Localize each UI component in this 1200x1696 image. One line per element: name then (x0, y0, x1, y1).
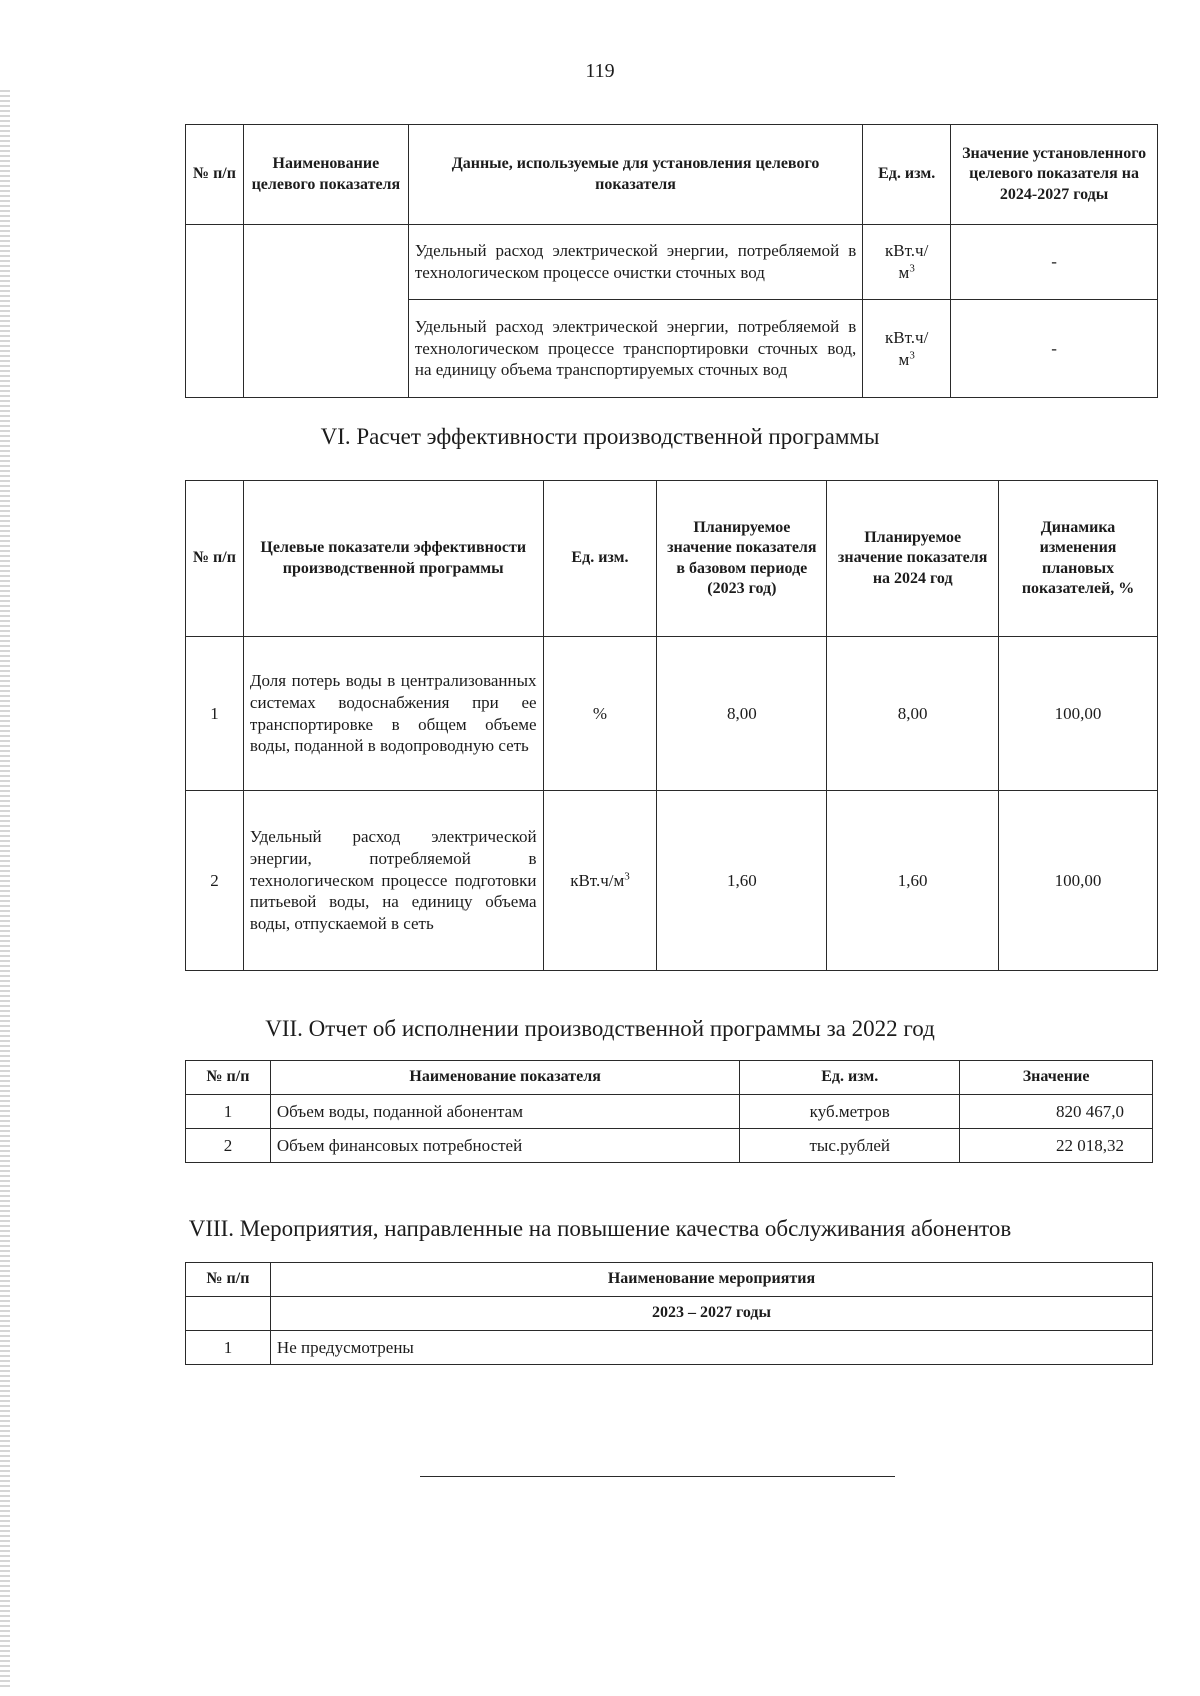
indicator-name-cell (243, 225, 408, 398)
measures-table (185, 1262, 1153, 1365)
unit-text: % (592, 703, 608, 723)
dynamics-cell: 100,00 (999, 637, 1158, 791)
closing-rule (420, 1476, 895, 1477)
unit-cell (543, 637, 657, 791)
table-header-row (186, 481, 1158, 637)
row-number-cell: 1 (186, 1095, 271, 1129)
indicator-name-cell: Объем воды, поданной абонентам (270, 1095, 739, 1129)
report-table (185, 1060, 1153, 1163)
column-header: Наименование целевого показателя (243, 125, 408, 225)
base-value-cell: 8,00 (657, 637, 827, 791)
row-number-cell (186, 225, 244, 398)
column-header: Наименование мероприятия (270, 1263, 1152, 1297)
empty-cell (186, 1297, 271, 1331)
column-header: Целевые показатели эффективности производственной программы (243, 481, 543, 637)
column-header: Ед. изм. (543, 481, 657, 637)
row-number-cell: 2 (186, 791, 244, 971)
section-7-title: VII. Отчет об исполнении производственной программы за 2022 год (265, 1016, 935, 1041)
base-value-cell: 1,60 (657, 791, 827, 971)
indicator-name-cell: Удельный расход электрической энергии, потребляемой в технологическом процессе подготовки питьевой воды, на единицу объема воды, отпускаемой в сеть (243, 791, 543, 971)
row-number-cell: 2 (186, 1129, 271, 1163)
unit-text: м (898, 349, 910, 369)
unit-superscript: 3 (909, 262, 915, 275)
indicator-name-cell: Объем финансовых потребностей (270, 1129, 739, 1163)
table-row (186, 1129, 1153, 1163)
column-header: Ед. изм. (863, 125, 951, 225)
unit-text: кВт.ч/ (885, 241, 929, 261)
measure-name-cell: Не предусмотрены (270, 1331, 1152, 1365)
targets-table (185, 124, 1158, 398)
dynamics-cell: 100,00 (999, 791, 1158, 971)
page-number: 119 (585, 60, 615, 82)
row-number-cell: 1 (186, 637, 244, 791)
table-header-row (186, 1061, 1153, 1095)
table-row (186, 1095, 1153, 1129)
column-header: Данные, используемые для установления целевого показателя (408, 125, 862, 225)
column-header: Значение (960, 1061, 1153, 1095)
table-row (186, 637, 1158, 791)
value-cell: 820 467,0 (960, 1095, 1153, 1129)
value-cell: 22 018,32 (960, 1129, 1153, 1163)
plan-value-cell: 1,60 (827, 791, 999, 971)
column-header: Значение установленного целевого показателя на 2024-2027 годы (951, 125, 1158, 225)
scan-edge (0, 90, 10, 1690)
column-header: Наименование показателя (270, 1061, 739, 1095)
column-header: № п/п (186, 1061, 271, 1095)
unit-text: м (898, 263, 910, 282)
column-header: Динамика изменения плановых показателей, % (999, 481, 1158, 637)
table-row (186, 791, 1158, 971)
unit-text: кВт.ч/ (885, 327, 929, 347)
table-row (186, 1331, 1153, 1365)
unit-cell: тыс.рублей (740, 1129, 960, 1163)
unit-cell (543, 791, 657, 971)
row-number-cell: 1 (186, 1331, 271, 1365)
target-value-cell: - (951, 300, 1158, 398)
efficiency-table (185, 480, 1158, 971)
table-header-row (186, 1263, 1153, 1297)
column-header: Ед. изм. (740, 1061, 960, 1095)
unit-superscript: 3 (909, 348, 915, 361)
unit-cell (863, 300, 951, 398)
column-header: № п/п (186, 481, 244, 637)
indicator-data-cell: Удельный расход электрической энергии, потребляемой в технологическом процессе транспортировки сточных вод, на единицу объема транспортируемых сточных вод (408, 300, 862, 398)
column-header: № п/п (186, 1263, 271, 1297)
indicator-data-cell: Удельный расход электрической энергии, потребляемой в технологическом процессе очистки сточных вод (408, 225, 862, 300)
unit-cell: куб.метров (740, 1095, 960, 1129)
column-header: № п/п (186, 125, 244, 225)
unit-text: кВт.ч/м (570, 870, 625, 890)
column-header: Планируемое значение показателя в базовом периоде (2023 год) (657, 481, 827, 637)
indicator-name-cell: Доля потерь воды в централизованных системах водоснабжения при ее транспортировке в общем объеме воды, поданной в водопроводную сеть (243, 637, 543, 791)
section-8-title: VIII. Мероприятия, направленные на повышение качества обслуживания абонентов (188, 1216, 1012, 1241)
unit-superscript: 3 (624, 869, 630, 882)
table-row (186, 1297, 1153, 1331)
column-header: Планируемое значение показателя на 2024 год (827, 481, 999, 637)
unit-cell (863, 225, 951, 300)
table-row (186, 225, 1158, 300)
target-value-cell: - (951, 225, 1158, 300)
table-header-row (186, 125, 1158, 225)
section-6-title: VI. Расчет эффективности производственной программы (320, 424, 880, 449)
period-label: 2023 – 2027 годы (270, 1297, 1152, 1331)
plan-value-cell: 8,00 (827, 637, 999, 791)
